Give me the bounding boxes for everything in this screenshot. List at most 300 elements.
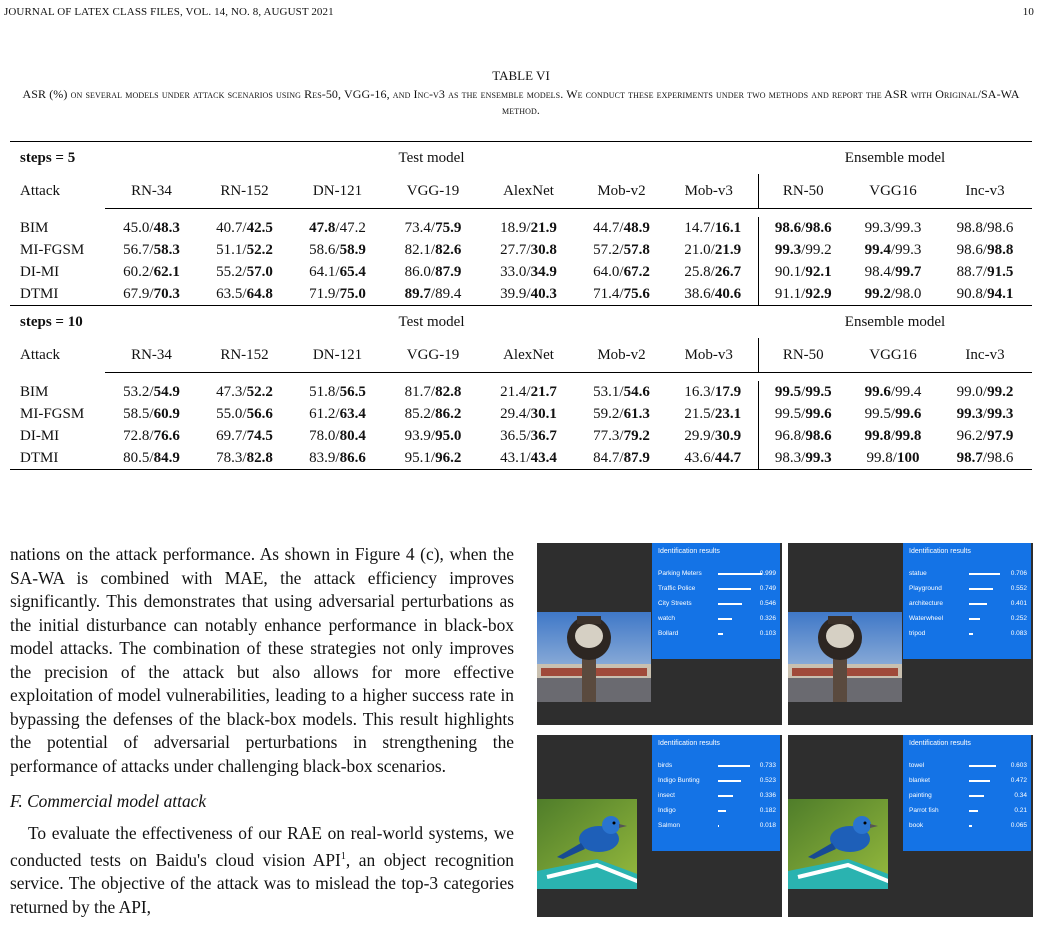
asr-cell: 99.8/100 — [848, 447, 938, 470]
api-result-panel — [537, 735, 782, 917]
journal-header: JOURNAL OF LATEX CLASS FILES, VOL. 14, NO. 8, AUGUST 2021 — [4, 6, 334, 18]
paragraph-1: nations on the attack performance. As shown in Figure 4 (c), when the SA-WA is combined with MAE, the attack efficiency improves significantly. This demonstrates that using adversarial perturbations as the initial disturbance can notably enhance performance in black-box model attacks. The combination of these strategies not only improves the precision of the attack but also allows for more effective exploitation of model vulnerabilities, leading to a higher success rate in bypassing the defenses of the black-box models. This result highlights the potential of adversarial perturbations in strengthening the performance of attacks under challenging black-box scenarios. — [10, 544, 514, 776]
asr-sawa: 98.6 — [987, 219, 1014, 236]
result-row — [909, 570, 1027, 580]
asr-cell: 80.5/84.9 — [105, 447, 198, 470]
attack-header: Attack — [20, 182, 60, 199]
asr-original: 71.9 — [309, 285, 336, 302]
blue-bird-photo — [537, 799, 637, 917]
asr-sawa: 84.9 — [153, 449, 180, 466]
asr-sawa: 99.3 — [805, 449, 832, 466]
column-header: VGG-19 — [384, 338, 482, 373]
asr-cell: 99.5/99.5 — [758, 381, 848, 403]
asr-sawa: 58.9 — [339, 241, 366, 258]
page-number: 10 — [1022, 6, 1034, 18]
result-row — [658, 600, 776, 610]
asr-sawa: 95.0 — [435, 427, 462, 444]
asr-sawa: 82.8 — [246, 449, 273, 466]
confidence-score: 0.733 — [759, 762, 776, 769]
asr-sawa: 56.5 — [339, 383, 366, 400]
confidence-bar — [718, 825, 719, 827]
confidence-bar — [969, 795, 984, 797]
asr-cell: 98.7/98.6 — [938, 447, 1032, 470]
asr-cell: 89.7/89.4 — [404, 285, 462, 302]
result-label: statue — [909, 570, 927, 577]
asr-cell: 71.4/75.6 — [593, 285, 650, 302]
result-label: Parking Meters — [658, 570, 702, 577]
confidence-score: 0.472 — [1010, 777, 1027, 784]
attack-name: BIM — [20, 383, 49, 400]
asr-original: 90.1 — [774, 263, 802, 280]
column-header: DN-121 — [291, 338, 384, 373]
confidence-bar — [718, 573, 762, 575]
result-row — [658, 570, 776, 580]
asr-original: 18.9 — [500, 219, 527, 236]
asr-cell: 98.6/98.6 — [758, 217, 848, 239]
attack-name: BIM — [20, 219, 49, 236]
results-title: Identification results — [909, 548, 971, 555]
result-label: painting — [909, 792, 932, 799]
blue-bird-photo — [788, 799, 888, 917]
confidence-score: 0.018 — [759, 822, 776, 829]
asr-cell: 90.8/94.1 — [956, 285, 1014, 302]
asr-cell: 71.9/75.0 — [309, 285, 366, 302]
attack-name: DTMI — [10, 447, 105, 470]
asr-original: 90.8 — [956, 285, 983, 302]
asr-cell: 95.1/96.2 — [384, 447, 482, 470]
result-row — [909, 600, 1027, 610]
result-label: Parrot fish — [909, 807, 939, 814]
asr-cell: 91.1/92.9 — [758, 283, 848, 306]
asr-sawa: 99.2 — [987, 383, 1014, 400]
confidence-score: 0.065 — [1010, 822, 1027, 829]
column-header: RN-34 — [105, 338, 198, 373]
result-row — [909, 807, 1027, 817]
asr-original: 21.5 — [684, 405, 711, 422]
asr-cell: 99.2/98.0 — [864, 285, 922, 302]
confidence-bar — [969, 618, 980, 620]
asr-original: 59.2 — [593, 405, 620, 422]
asr-original: 99.2 — [864, 285, 891, 302]
asr-original: 64.0 — [593, 263, 620, 280]
table-row — [10, 447, 1032, 470]
asr-cell: 56.7/58.3 — [123, 241, 180, 258]
asr-original: 83.9 — [309, 449, 336, 466]
confidence-bar — [969, 633, 973, 635]
confidence-bar — [718, 603, 742, 605]
results-title: Identification results — [909, 740, 971, 747]
asr-sawa: 58.3 — [153, 241, 180, 258]
asr-sawa: 17.9 — [714, 383, 742, 400]
asr-cell: 98.6/98.8 — [956, 241, 1014, 258]
asr-sawa: 56.6 — [246, 405, 273, 422]
asr-cell: 36.5/36.7 — [500, 427, 557, 444]
confidence-score: 0.326 — [759, 615, 776, 622]
asr-original: 99.8 — [866, 449, 893, 466]
asr-original: 98.7 — [956, 449, 983, 466]
result-label: Bollard — [658, 630, 679, 637]
asr-original: 99.5 — [774, 383, 802, 400]
asr-original: 64.1 — [309, 263, 336, 280]
asr-cell: 39.9/40.3 — [500, 285, 557, 302]
asr-original: 55.2 — [216, 263, 243, 280]
asr-sawa: 99.7 — [895, 263, 922, 280]
asr-original: 77.3 — [593, 427, 620, 444]
identification-results-box — [652, 543, 780, 659]
asr-sawa: 75.9 — [435, 219, 462, 236]
asr-cell: 98.3/99.3 — [758, 447, 848, 470]
asr-cell: 60.2/62.1 — [123, 263, 180, 280]
result-row — [658, 630, 776, 640]
confidence-bar — [969, 825, 972, 827]
asr-original: 36.5 — [500, 427, 527, 444]
asr-sawa: 94.1 — [987, 285, 1014, 302]
asr-original: 99.0 — [956, 383, 983, 400]
asr-sawa: 40.3 — [530, 285, 557, 302]
asr-original: 58.6 — [309, 241, 336, 258]
result-row — [658, 777, 776, 787]
asr-cell: 84.7/87.9 — [575, 447, 668, 470]
confidence-bar — [969, 603, 987, 605]
confidence-bar — [718, 633, 723, 635]
asr-sawa: 48.9 — [623, 219, 650, 236]
confidence-bar — [969, 588, 993, 590]
table-row — [10, 217, 1032, 239]
asr-sawa: 79.2 — [623, 427, 650, 444]
asr-sawa: 92.9 — [805, 285, 832, 302]
asr-cell: 53.2/54.9 — [123, 383, 180, 400]
asr-original: 61.2 — [309, 405, 336, 422]
asr-sawa: 99.3 — [987, 405, 1014, 422]
steps-row — [10, 306, 1032, 339]
asr-original: 81.7 — [404, 383, 431, 400]
asr-cell: 81.7/82.8 — [404, 383, 462, 400]
asr-sawa: 82.8 — [435, 383, 462, 400]
asr-sawa: 86.6 — [339, 449, 366, 466]
asr-original: 99.3 — [774, 241, 802, 258]
test-model-header: Test model — [105, 142, 758, 175]
result-label: watch — [658, 615, 675, 622]
asr-original: 96.8 — [774, 427, 802, 444]
asr-sawa: 54.9 — [153, 383, 180, 400]
confidence-score: 0.523 — [759, 777, 776, 784]
asr-original: 98.8 — [956, 219, 983, 236]
asr-sawa: 63.4 — [339, 405, 366, 422]
asr-sawa: 62.1 — [153, 263, 180, 280]
result-label: Indigo — [658, 807, 676, 814]
asr-sawa: 36.7 — [530, 427, 557, 444]
asr-sawa: 43.4 — [530, 449, 557, 466]
asr-cell: 44.7/48.9 — [593, 219, 650, 236]
asr-sawa: 57.8 — [623, 241, 650, 258]
asr-sawa: 99.8 — [895, 427, 922, 444]
attack-name: DI-MI — [20, 427, 60, 444]
asr-cell: 99.5/99.6 — [864, 405, 922, 422]
asr-cell: 43.6/44.7 — [668, 447, 758, 470]
confidence-score: 0.21 — [1014, 807, 1027, 814]
asr-sawa: 99.6 — [895, 405, 922, 422]
asr-cell: 58.6/58.9 — [309, 241, 366, 258]
column-header: RN-34 — [105, 174, 198, 209]
asr-sawa: 99.3 — [895, 219, 922, 236]
asr-sawa: 87.9 — [623, 449, 650, 466]
asr-original: 85.2 — [404, 405, 431, 422]
results-title: Identification results — [658, 548, 720, 555]
asr-original: 98.6 — [956, 241, 983, 258]
asr-cell: 27.7/30.8 — [500, 241, 557, 258]
result-row — [658, 792, 776, 802]
asr-cell: 33.0/34.9 — [500, 263, 557, 280]
asr-original: 63.5 — [216, 285, 243, 302]
asr-sawa: 75.6 — [623, 285, 650, 302]
asr-cell: 77.3/79.2 — [593, 427, 650, 444]
asr-original: 58.5 — [123, 405, 150, 422]
confidence-score: 0.552 — [1010, 585, 1027, 592]
table-row — [10, 403, 1032, 425]
asr-original: 67.9 — [123, 285, 150, 302]
asr-sawa: 21.9 — [530, 219, 557, 236]
attack-name: DI-MI — [20, 263, 60, 280]
asr-sawa: 80.4 — [339, 427, 366, 444]
confidence-score: 0.103 — [759, 630, 776, 637]
asr-original: 45.0 — [123, 219, 150, 236]
asr-cell: 61.2/63.4 — [309, 405, 366, 422]
asr-cell: 98.8/98.6 — [956, 219, 1014, 236]
asr-original: 72.8 — [123, 427, 150, 444]
asr-original: 47.8 — [309, 219, 336, 236]
column-header: RN-50 — [758, 174, 848, 209]
parking-meter-photo — [537, 612, 651, 702]
identification-results-box — [652, 735, 780, 851]
result-label: Playground — [909, 585, 942, 592]
result-label: Indigo Bunting — [658, 777, 700, 784]
result-row — [658, 615, 776, 625]
result-label: City Streets — [658, 600, 692, 607]
asr-cell: 72.8/76.6 — [123, 427, 180, 444]
result-row — [909, 762, 1027, 772]
asr-original: 21.0 — [684, 241, 711, 258]
result-row — [658, 585, 776, 595]
asr-sawa: 99.6 — [805, 405, 832, 422]
identification-results-box — [903, 735, 1031, 851]
result-row — [909, 615, 1027, 625]
result-label: Waterwheel — [909, 615, 944, 622]
asr-sawa: 52.2 — [246, 241, 273, 258]
ensemble-model-header: Ensemble model — [758, 306, 1032, 339]
asr-sawa: 34.9 — [530, 263, 557, 280]
asr-original: 98.6 — [774, 219, 802, 236]
asr-original: 78.3 — [216, 449, 243, 466]
asr-cell: 29.4/30.1 — [500, 405, 557, 422]
asr-sawa: 65.4 — [339, 263, 366, 280]
column-header: Mob-v2 — [575, 338, 668, 373]
asr-cell: 99.8/99.8 — [864, 427, 922, 444]
column-header: RN-50 — [758, 338, 848, 373]
asr-cell: 21.0/21.9 — [684, 241, 742, 258]
asr-original: 21.4 — [500, 383, 527, 400]
column-header: VGG16 — [848, 338, 938, 373]
asr-cell: 16.3/17.9 — [684, 383, 742, 400]
column-header: VGG-19 — [384, 174, 482, 209]
asr-original: 82.1 — [404, 241, 431, 258]
asr-cell: 63.5/64.8 — [216, 285, 273, 302]
table-row — [10, 381, 1032, 403]
asr-original: 43.1 — [500, 449, 527, 466]
asr-original: 99.3 — [956, 405, 983, 422]
footnote-marker: 1 — [340, 851, 346, 862]
confidence-bar — [969, 573, 1000, 575]
asr-original: 38.6 — [684, 285, 711, 302]
asr-original: 29.4 — [500, 405, 527, 422]
steps-label: steps = 5 — [10, 142, 105, 175]
asr-cell: 99.0/99.2 — [956, 383, 1014, 400]
asr-cell: 21.5/23.1 — [684, 405, 742, 422]
asr-cell: 82.1/82.6 — [404, 241, 462, 258]
results-title: Identification results — [658, 740, 720, 747]
asr-sawa: 86.2 — [435, 405, 462, 422]
asr-cell: 58.5/60.9 — [123, 405, 180, 422]
confidence-bar — [969, 780, 990, 782]
asr-sawa: 30.1 — [530, 405, 557, 422]
asr-sawa: 44.7 — [714, 449, 742, 466]
asr-sawa: 61.3 — [623, 405, 650, 422]
asr-original: 88.7 — [956, 263, 983, 280]
asr-original: 40.7 — [216, 219, 243, 236]
asr-cell: 47.8/47.2 — [309, 219, 366, 236]
asr-cell: 29.9/30.9 — [684, 427, 742, 444]
column-header: AlexNet — [482, 174, 575, 209]
steps-label: steps = 10 — [10, 306, 105, 339]
asr-cell: 99.3/99.2 — [758, 239, 848, 261]
asr-original: 99.3 — [864, 219, 891, 236]
asr-cell: 25.8/26.7 — [684, 263, 742, 280]
asr-cell: 99.5/99.6 — [758, 403, 848, 425]
asr-sawa: 30.9 — [714, 427, 742, 444]
asr-cell: 59.2/61.3 — [593, 405, 650, 422]
confidence-score: 0.999 — [759, 570, 776, 577]
column-header: AlexNet — [482, 338, 575, 373]
confidence-score: 0.336 — [759, 792, 776, 799]
table-row — [10, 283, 1032, 306]
asr-cell: 90.1/92.1 — [758, 261, 848, 283]
confidence-score: 0.252 — [1010, 615, 1027, 622]
confidence-score: 0.706 — [1010, 570, 1027, 577]
attack-header: Attack — [20, 346, 60, 363]
asr-sawa: 99.3 — [895, 241, 922, 258]
column-header-row — [10, 174, 1032, 209]
asr-original: 99.6 — [864, 383, 891, 400]
asr-cell: 69.7/74.5 — [216, 427, 273, 444]
asr-original: 14.7 — [684, 219, 711, 236]
attack-name: DTMI — [20, 285, 59, 302]
column-header-row — [10, 338, 1032, 373]
asr-sawa: 99.2 — [805, 241, 832, 258]
attack-name: MI-FGSM — [20, 405, 85, 422]
confidence-score: 0.401 — [1010, 600, 1027, 607]
asr-sawa: 96.2 — [435, 449, 462, 466]
asr-original: 86.0 — [404, 263, 431, 280]
asr-original: 25.8 — [684, 263, 711, 280]
asr-sawa: 97.9 — [987, 427, 1014, 444]
asr-original: 99.8 — [864, 427, 891, 444]
asr-original: 51.8 — [309, 383, 336, 400]
asr-original: 91.1 — [774, 285, 802, 302]
asr-sawa: 98.0 — [895, 285, 922, 302]
asr-cell: 64.1/65.4 — [309, 263, 366, 280]
confidence-score: 0.749 — [759, 585, 776, 592]
asr-original: 44.7 — [593, 219, 620, 236]
asr-sawa: 99.4 — [895, 383, 922, 400]
asr-original: 29.9 — [684, 427, 711, 444]
asr-cell: 99.3/99.3 — [864, 219, 922, 236]
result-row — [909, 822, 1027, 832]
asr-cell: 99.6/99.4 — [864, 383, 922, 400]
asr-original: 84.7 — [593, 449, 620, 466]
asr-sawa: 16.1 — [714, 219, 742, 236]
asr-cell: 45.0/48.3 — [123, 219, 180, 236]
asr-cell: 21.4/21.7 — [500, 383, 557, 400]
column-header: Mob-v3 — [668, 338, 758, 373]
asr-sawa: 42.5 — [246, 219, 273, 236]
asr-original: 99.4 — [864, 241, 891, 258]
column-header: Inc-v3 — [938, 174, 1032, 209]
result-row — [909, 630, 1027, 640]
table-row — [10, 239, 1032, 261]
asr-original: 51.1 — [216, 241, 243, 258]
asr-cell: 67.9/70.3 — [123, 285, 180, 302]
asr-original: 98.3 — [774, 449, 802, 466]
asr-sawa: 64.8 — [246, 285, 273, 302]
asr-sawa: 99.5 — [805, 383, 832, 400]
asr-cell: 96.8/98.6 — [758, 425, 848, 447]
column-header: Mob-v3 — [668, 174, 758, 209]
confidence-score: 0.546 — [759, 600, 776, 607]
confidence-bar — [969, 765, 996, 767]
asr-cell: 98.4/99.7 — [864, 263, 922, 280]
asr-sawa: 98.6 — [805, 427, 832, 444]
asr-cell: 83.9/86.6 — [291, 447, 384, 470]
asr-cell: 18.9/21.9 — [500, 219, 557, 236]
asr-cell: 99.4/99.3 — [864, 241, 922, 258]
api-result-panel — [537, 543, 782, 725]
asr-sawa: 21.7 — [530, 383, 557, 400]
confidence-score: 0.083 — [1010, 630, 1027, 637]
asr-sawa: 75.0 — [339, 285, 366, 302]
result-label: tripod — [909, 630, 926, 637]
result-row — [658, 822, 776, 832]
table-caption: ASR (%) on several models under attack scenarios using Res-50, VGG-16, and Inc-v3 as the ensemble models. We conduct these experiments under two methods and report the ASR with Original/SA-WA method. — [22, 87, 1020, 117]
identification-results-box — [903, 543, 1031, 659]
asr-cell: 38.6/40.6 — [684, 285, 742, 302]
result-row — [909, 792, 1027, 802]
result-label: birds — [658, 762, 673, 769]
result-label: towel — [909, 762, 925, 769]
asr-sawa: 26.7 — [714, 263, 742, 280]
asr-sawa: 47.2 — [339, 219, 366, 236]
asr-original: 39.9 — [500, 285, 527, 302]
asr-sawa: 21.9 — [714, 241, 742, 258]
asr-cell: 55.2/57.0 — [216, 263, 273, 280]
asr-original: 99.5 — [774, 405, 802, 422]
asr-sawa: 98.6 — [805, 219, 832, 236]
asr-cell: 88.7/91.5 — [956, 263, 1014, 280]
paragraph-2-tail: , an object recognition service. The objective of the attack was to mislead the top-3 categories returned by the API, — [10, 849, 514, 917]
asr-cell: 78.0/80.4 — [309, 427, 366, 444]
asr-original: 73.4 — [404, 219, 431, 236]
asr-sawa: 23.1 — [714, 405, 742, 422]
asr-cell: 99.3/99.3 — [956, 405, 1014, 422]
result-label: Traffic Police — [658, 585, 696, 592]
